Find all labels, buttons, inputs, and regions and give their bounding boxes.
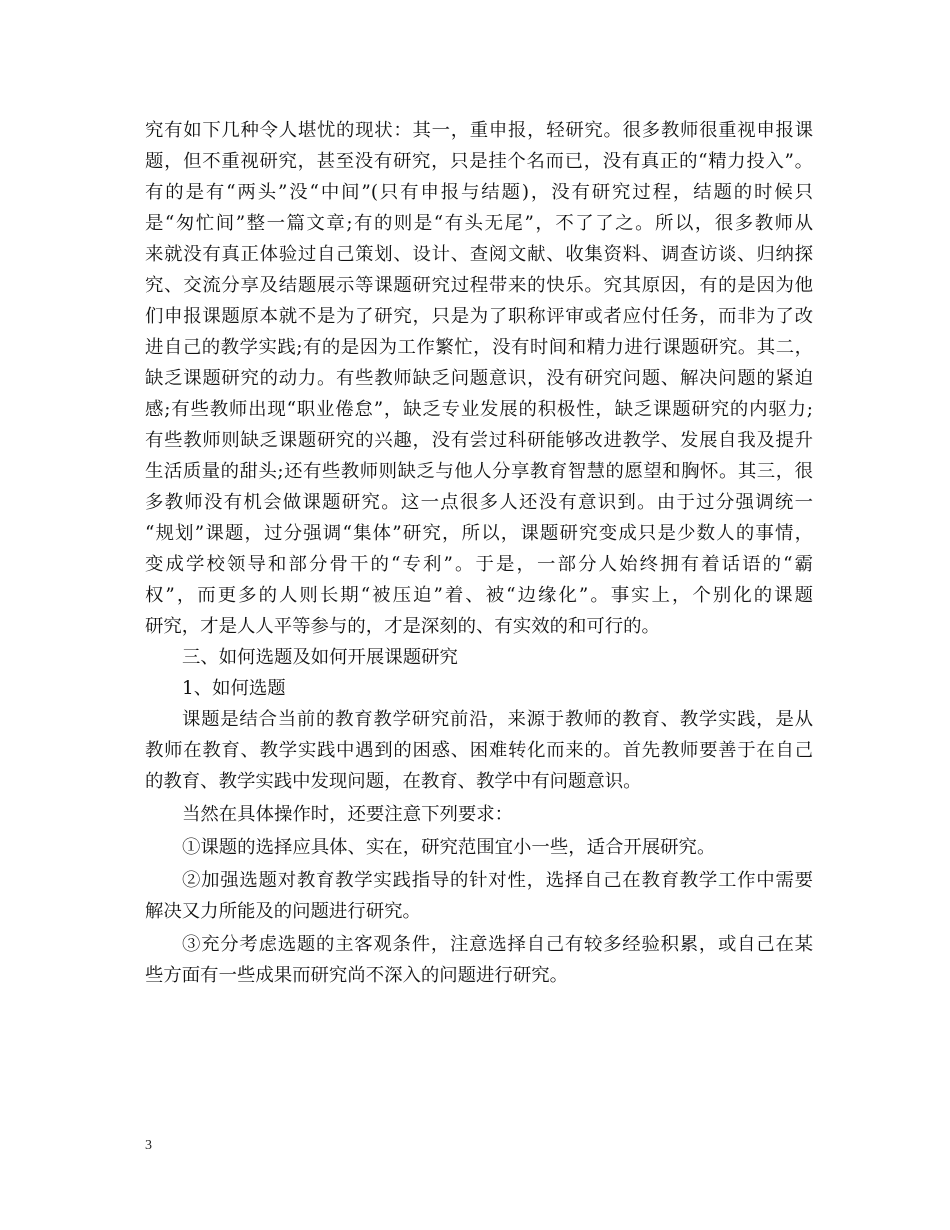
paragraph-current-situation (145, 115, 813, 642)
text-line: 感;有些教师出现“职业倦怠”，缺乏专业发展的积极性，缺乏课题研究的内驱力; (145, 399, 813, 420)
text-line: 变成学校领导和部分骨干的“专利”。于是，一部分人始终拥有着话语的“霸 (145, 554, 813, 575)
page-number: 3 (145, 1138, 152, 1153)
list-item-2 (145, 865, 813, 927)
text-line: 些方面有一些成果而研究尚不深入的问题进行研究。 (145, 965, 568, 986)
text-line: 们申报课题原本就不是为了研究，只是为了职称评审或者应付任务，而非为了改 (145, 306, 813, 327)
text-line: 权”，而更多的人则长期“被压迫”着、被“边缘化”。事实上，个别化的课题 (145, 585, 813, 606)
text-line: 究、交流分享及结题展示等课题研究过程带来的快乐。究其原因，有的是因为他 (145, 275, 813, 296)
text-line: 题，但不重视研究，甚至没有研究，只是挂个名而已，没有真正的“精力投入”。 (145, 151, 813, 172)
text-line: 课题是结合当前的教育教学研究前沿，来源于教师的教育、教学实践，是从 (182, 709, 813, 730)
text-line: 有的是有“两头”没“中间”(只有申报与结题)，没有研究过程，结题的时候只 (145, 182, 813, 203)
text-line: 进自己的教学实践;有的是因为工作繁忙，没有时间和精力进行课题研究。其二， (145, 337, 813, 358)
text-line: 究有如下几种令人堪忧的现状：其一，重申报，轻研究。很多教师很重视申报课 (145, 120, 813, 141)
text-line: 生活质量的甜头;还有些教师则缺乏与他人分享教育智慧的愿望和胸怀。其三，很 (145, 461, 813, 482)
text-line: 研究，才是人人平等参与的，才是深刻的、有实效的和可行的。 (145, 616, 660, 637)
text-line: ③充分考虑选题的主客观条件，注意选择自己有较多经验积累，或自己在某 (182, 934, 813, 955)
list-item-3 (145, 929, 813, 991)
text-line: 来就没有真正体验过自己策划、设计、查阅文献、收集资料、调查访谈、归纳探 (145, 244, 813, 265)
section-heading: 三、如何选题及如何开展课题研究 (182, 647, 458, 668)
text-line: 缺乏课题研究的动力。有些教师缺乏问题意识，没有研究问题、解决问题的紧迫 (145, 368, 813, 389)
text-line: 多教师没有机会做课题研究。这一点很多人还没有意识到。由于过分强调统一 (145, 492, 813, 513)
text-line: 有些教师则缺乏课题研究的兴趣，没有尝过科研能够改进教学、发展自我及提升 (145, 430, 813, 451)
text-line: “规划”课题，过分强调“集体”研究，所以，课题研究变成只是少数人的事情， (145, 523, 813, 544)
list-item-1: ①课题的选择应具体、实在，研究范围宜小一些，适合开展研究。 (182, 837, 716, 858)
paragraph-topic-source (145, 704, 813, 797)
text-line: ②加强选题对教育教学实践指导的针对性，选择自己在教育教学工作中需要 (182, 870, 813, 891)
paragraph-requirements-intro: 当然在具体操作时，还要注意下列要求： (182, 804, 514, 825)
document-body (145, 115, 813, 991)
text-line: 的教育、教学实践中发现问题，在教育、教学中有问题意识。 (145, 771, 642, 792)
subsection-heading: 1、如何选题 (182, 678, 286, 699)
text-line: 是“匆忙间”整一篇文章;有的则是“有头无尾”，不了了之。所以，很多教师从 (145, 213, 813, 234)
text-line: 教师在教育、教学实践中遇到的困惑、困难转化而来的。首先教师要善于在自己 (145, 740, 813, 761)
text-line: 解决又力所能及的问题进行研究。 (145, 901, 421, 922)
